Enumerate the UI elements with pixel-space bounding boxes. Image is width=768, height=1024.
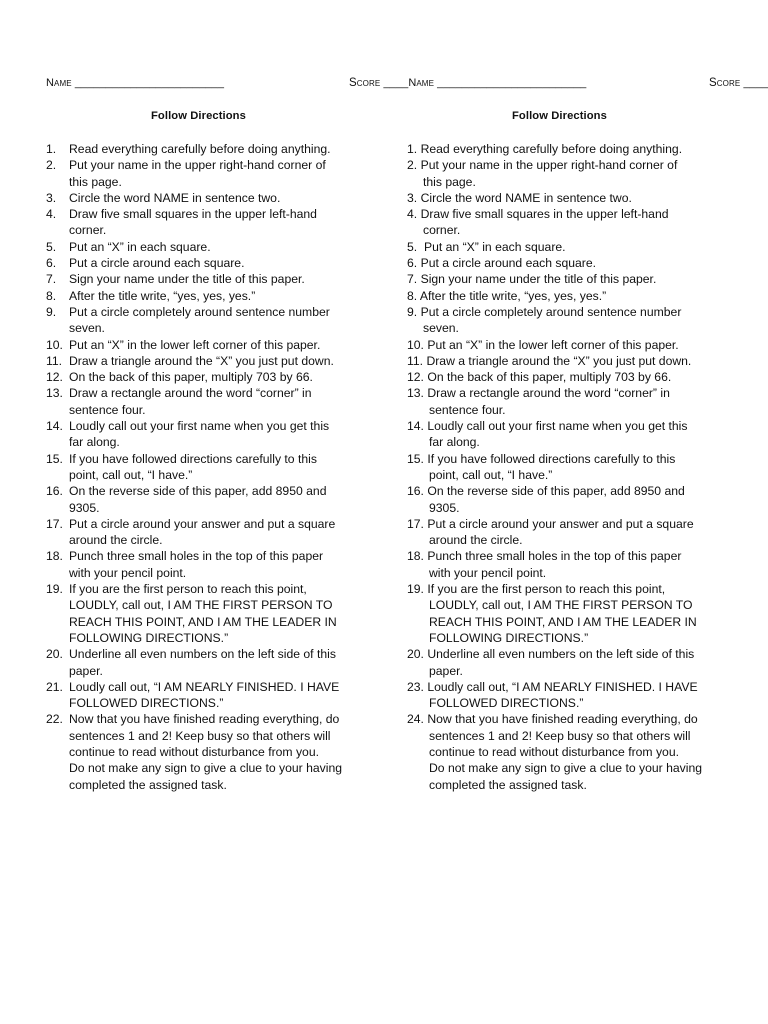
list-item <box>46 206 366 239</box>
list-item <box>407 141 737 157</box>
item-text-line: Put your name in the upper right-hand corner of <box>420 158 678 173</box>
item-text-line: Circle the word NAME in sentence two. <box>420 190 632 205</box>
item-text-line: If you are the first person to reach this point, <box>427 582 666 597</box>
item-number: 13. <box>46 386 63 401</box>
item-text-line: Put your name in the upper right-hand corner of <box>69 158 326 173</box>
item-number: 10. <box>407 337 424 352</box>
item-text-line: Draw a triangle around the “X” you just put down. <box>69 353 334 368</box>
item-number: 19. <box>46 582 63 597</box>
item-text-line: FOLLOWED DIRECTIONS.” <box>429 696 584 711</box>
item-number: 11. <box>407 353 424 368</box>
list-item <box>407 271 737 287</box>
item-number: 3. <box>46 190 57 205</box>
item-text-line: far along. <box>429 435 480 450</box>
item-number: 8. <box>46 288 57 303</box>
item-text-line: Put a circle around your answer and put a square <box>427 516 694 531</box>
list-item <box>46 304 366 337</box>
list-item <box>407 239 737 255</box>
score-field-right <box>709 77 768 89</box>
item-number: 18. <box>46 549 63 564</box>
list-item <box>46 418 366 451</box>
item-text-line: sentences 1 and 2! Keep busy so that others will <box>429 728 691 743</box>
name-label: Name <box>408 77 435 89</box>
item-text-line: FOLLOWED DIRECTIONS.” <box>69 696 224 711</box>
item-text-line: sentence four. <box>69 402 146 417</box>
item-text-line: Put an “X” in the lower left corner of this paper. <box>427 337 679 352</box>
item-text-line: Loudly call out, “I AM NEARLY FINISHED. I HAVE <box>69 679 340 694</box>
item-number: 12. <box>46 370 63 385</box>
score-label: Score <box>709 77 741 89</box>
item-text-line: Do not make any sign to give a clue to your having <box>69 761 343 776</box>
item-text-line: 9305. <box>69 500 100 515</box>
item-number: 11. <box>46 353 63 368</box>
score-line: ____ <box>383 77 409 89</box>
directions-list-right <box>407 141 737 793</box>
list-item <box>407 255 737 271</box>
item-text-line: Sign your name under the title of this paper. <box>69 272 305 287</box>
directions-list-left <box>46 141 366 793</box>
item-text-line: corner. <box>69 223 107 238</box>
item-text-line: paper. <box>429 663 463 678</box>
item-text-line: LOUDLY, call out, I AM THE FIRST PERSON TO <box>429 598 693 613</box>
item-text-line: this page. <box>69 174 122 189</box>
item-text-line: After the title write, “yes, yes, yes.” <box>419 288 607 303</box>
item-text-line: 9305. <box>429 500 460 515</box>
list-item <box>407 157 737 190</box>
score-label: Score <box>349 77 381 89</box>
list-item <box>407 418 737 451</box>
item-number: 21. <box>46 679 63 694</box>
name-label: Name <box>46 77 72 89</box>
item-text-line: Now that you have finished reading everything, do <box>69 712 340 727</box>
item-text-line: with your pencil point. <box>69 565 187 580</box>
list-item <box>407 483 737 516</box>
list-item <box>407 646 737 679</box>
list-item <box>407 369 737 385</box>
list-item <box>46 679 366 712</box>
item-text-line: Underline all even numbers on the left side of this <box>427 647 695 662</box>
item-number: 20. <box>407 647 424 662</box>
item-text-line: FOLLOWING DIRECTIONS.” <box>69 630 229 645</box>
list-item <box>46 711 366 792</box>
item-number: 5. <box>46 239 57 254</box>
list-item <box>46 548 366 581</box>
list-item <box>46 337 366 353</box>
item-text-line: Loudly call out, “I AM NEARLY FINISHED. I HAVE <box>427 679 698 694</box>
item-number: 16. <box>46 484 63 499</box>
item-text-line: Punch three small holes in the top of this paper <box>427 549 682 564</box>
item-number: 4. <box>46 207 57 222</box>
list-item <box>46 141 366 157</box>
item-text-line: Do not make any sign to give a clue to your having <box>429 761 703 776</box>
item-text-line: point, call out, “I have.” <box>69 467 193 482</box>
item-number: 23. <box>407 679 424 694</box>
list-item <box>46 385 366 418</box>
list-item <box>46 369 366 385</box>
item-text-line: Read everything carefully before doing anything. <box>420 142 683 156</box>
item-text-line: Draw a triangle around the “X” you just put down. <box>426 353 692 368</box>
item-number: 7. <box>407 272 418 287</box>
item-number: 13. <box>407 386 424 401</box>
item-number: 14. <box>46 419 63 434</box>
page-title-left: Follow Directions <box>151 110 246 122</box>
item-number: 19. <box>407 582 424 597</box>
list-item <box>46 646 366 679</box>
list-item <box>46 271 366 287</box>
item-number: 8. <box>407 288 418 303</box>
item-text-line: Put a circle completely around sentence number <box>420 304 682 319</box>
item-text-line: REACH THIS POINT, AND I AM THE LEADER IN <box>429 614 697 629</box>
item-text-line: On the back of this paper, multiply 703 by 66. <box>69 370 313 385</box>
item-text-line: Put a circle around each square. <box>420 256 597 271</box>
item-number: 1. <box>407 142 418 156</box>
item-number: 12. <box>407 370 424 385</box>
item-number: 7. <box>46 272 57 287</box>
item-text-line: Sign your name under the title of this paper. <box>420 272 657 287</box>
item-text-line: around the circle. <box>69 533 163 548</box>
item-number: 17. <box>46 516 63 531</box>
item-number: 2. <box>407 158 418 173</box>
item-text-line: If you have followed directions carefully to this <box>427 451 676 466</box>
list-item <box>407 337 737 353</box>
item-number: 3. <box>407 190 418 205</box>
item-text-line: Loudly call out your first name when you get this <box>427 419 688 434</box>
item-text-line: FOLLOWING DIRECTIONS.” <box>429 630 589 645</box>
list-item <box>407 548 737 581</box>
list-item <box>407 288 737 304</box>
list-item <box>407 451 737 484</box>
item-number: 14. <box>407 419 424 434</box>
item-number: 4. <box>407 207 418 222</box>
item-number: 9. <box>46 304 57 319</box>
item-text-line: this page. <box>423 174 476 189</box>
list-item <box>407 711 737 792</box>
item-number: 24. <box>407 712 424 727</box>
list-item <box>46 255 366 271</box>
list-item <box>46 483 366 516</box>
name-line: ________________________ <box>437 77 587 89</box>
score-line: ____ <box>743 77 768 89</box>
item-number: 15. <box>407 451 424 466</box>
item-text-line: Put a circle around each square. <box>69 256 245 271</box>
list-item <box>407 516 737 549</box>
item-text-line: On the reverse side of this paper, add 8950 and <box>427 484 685 499</box>
list-item <box>46 239 366 255</box>
item-text-line: with your pencil point. <box>429 565 547 580</box>
item-number: 17. <box>407 516 424 531</box>
item-number: 6. <box>46 256 57 271</box>
list-item <box>46 288 366 304</box>
list-item <box>407 679 737 712</box>
item-number: 6. <box>407 256 418 271</box>
list-item <box>407 581 737 646</box>
item-text-line: continue to read without disturbance from you. <box>69 744 319 759</box>
item-text-line: sentences 1 and 2! Keep busy so that others will <box>69 728 331 743</box>
item-text-line: around the circle. <box>429 533 523 548</box>
item-text-line: sentence four. <box>429 402 506 417</box>
item-number: 10. <box>46 337 63 352</box>
item-text-line: On the reverse side of this paper, add 8950 and <box>69 484 327 499</box>
item-text-line: Draw a rectangle around the word “corner” in <box>427 386 670 401</box>
item-text-line: After the title write, “yes, yes, yes.” <box>69 288 256 303</box>
item-text-line: LOUDLY, call out, I AM THE FIRST PERSON TO <box>69 598 333 613</box>
list-item <box>46 581 366 646</box>
list-item <box>407 206 737 239</box>
item-text-line: corner. <box>423 223 461 238</box>
item-text-line: Put a circle around your answer and put a square <box>69 516 336 531</box>
item-text-line: Punch three small holes in the top of this paper <box>69 549 324 564</box>
item-text-line: On the back of this paper, multiply 703 by 66. <box>427 370 672 385</box>
item-text-line: REACH THIS POINT, AND I AM THE LEADER IN <box>69 614 337 629</box>
item-text-line: If you are the first person to reach this point, <box>69 582 307 597</box>
list-item <box>46 451 366 484</box>
item-number: 18. <box>407 549 424 564</box>
list-item <box>407 353 737 369</box>
score-name-field-middle <box>349 77 586 89</box>
item-text-line: If you have followed directions carefully to this <box>69 451 317 466</box>
item-text-line: Now that you have finished reading everything, do <box>427 712 698 727</box>
list-item <box>46 516 366 549</box>
item-text-line: point, call out, “I have.” <box>429 467 553 482</box>
item-text-line: far along. <box>69 435 120 450</box>
item-text-line: Put an “X” in the lower left corner of this paper. <box>69 337 321 352</box>
name-field-left <box>46 77 224 89</box>
item-text-line: Underline all even numbers on the left side of this <box>69 647 336 662</box>
item-text-line: paper. <box>69 663 103 678</box>
list-item <box>46 157 366 190</box>
item-number: 2. <box>46 158 57 173</box>
page-title-right: Follow Directions <box>512 110 607 122</box>
list-item <box>407 304 737 337</box>
item-text-line: completed the assigned task. <box>429 777 587 792</box>
item-text-line: Read everything carefully before doing anything. <box>69 142 331 156</box>
item-text-line: seven. <box>69 321 105 336</box>
list-item <box>407 385 737 418</box>
list-item <box>46 353 366 369</box>
item-text-line: Put an “X” in each square. <box>69 239 211 254</box>
item-text-line: Loudly call out your first name when you get this <box>69 419 330 434</box>
item-text-line: continue to read without disturbance from you. <box>429 744 679 759</box>
item-number: 9. <box>407 304 418 319</box>
name-line: ________________________ <box>74 77 225 89</box>
item-text-line: Draw a rectangle around the word “corner” in <box>69 386 312 401</box>
item-text-line: Put an “X” in each square. <box>420 239 566 254</box>
item-text-line: Draw five small squares in the upper left-hand <box>420 207 669 222</box>
item-text-line: Draw five small squares in the upper left-hand <box>69 207 317 222</box>
item-text-line: seven. <box>423 321 459 336</box>
item-number: 5. <box>407 239 418 254</box>
list-item <box>46 190 366 206</box>
item-number: 20. <box>46 647 63 662</box>
item-number: 22. <box>46 712 63 727</box>
list-item <box>407 190 737 206</box>
item-text-line: Put a circle completely around sentence number <box>69 304 330 319</box>
item-number: 16. <box>407 484 424 499</box>
item-number: 1. <box>46 142 57 156</box>
item-text-line: Circle the word NAME in sentence two. <box>69 190 281 205</box>
item-number: 15. <box>46 451 63 466</box>
item-text-line: completed the assigned task. <box>69 777 227 792</box>
